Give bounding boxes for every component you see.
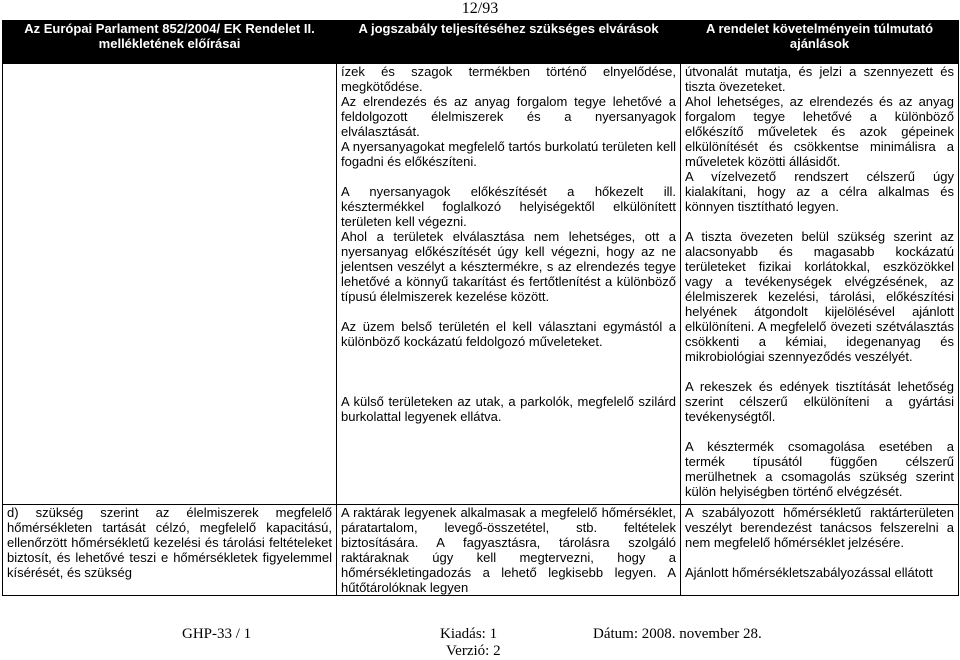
- paragraph: A nyersanyagok előkészítését a hőkezelt ill. késztermékkel foglalkozó helyiségektől elkülönített területen kell végezni.: [341, 184, 676, 229]
- paragraph: Az elrendezés és az anyag forgalom tegye lehetővé a feldolgozott élelmiszerek és a nyersanyagok elválasztását.: [341, 94, 676, 139]
- paragraph: Ahol lehetséges, az elrendezés és az anyag forgalom tegye lehetővé a különböző előkészítő műveletek és azok gépeinek elkülönítését és csökkentse minimálisra a műveletek közötti állásidőt.: [685, 94, 954, 169]
- paragraph: A külső területeken az utak, a parkolók, megfelelő szilárd burkolattal legyenek ellátva.: [341, 394, 676, 424]
- paragraph: A vízelvezető rendszert célszerű úgy kialakítani, hogy az a célra alkalmas és könnyen tisztítható legyen.: [685, 169, 954, 214]
- regulation-cell: [3, 505, 337, 596]
- regulation-cell: [3, 64, 337, 505]
- paragraph: Az üzem belső területén el kell választani egymástól a különböző kockázatú feldolgozó műveleteket.: [341, 319, 676, 349]
- paragraph: A nyersanyagokat megfelelő tartós burkolatú területen kell fogadni és előkészíteni.: [341, 139, 676, 169]
- recommendations-cell: [681, 505, 959, 596]
- table-row: [3, 505, 959, 596]
- footer-date: Dátum: 2008. november 28.: [593, 626, 762, 642]
- recommendation-text: Ajánlott hőmérsékletszabályozással ellátott: [685, 565, 933, 580]
- footer-edition: Kiadás: 1: [440, 626, 498, 642]
- paragraph: A rekeszek és edények tisztítását lehetőség szerint célszerű elkülöníteni a gyártási tevékenységtől.: [685, 379, 954, 424]
- header-regulation: Az Európai Parlament 852/2004/ EK Rendelet II. mellékletének előírásai: [3, 21, 337, 64]
- paragraph: A tiszta övezeten belül szükség szerint az alacsonyabb és magasabb kockázatú területeket fizikai korlátokkal, eszközökkel vagy a tevékenységek elvégzésének, az élelmiszerek kezelési, tárolási, előkészítési helyének átgondolt kijelölésével ajánlott elkülöníteni. A megfelelő övezeti szétválasztás csökkenti a kémiai, idegenanyag és mikrobiológiai szennyeződés veszélyét.: [685, 229, 954, 364]
- header-row: [3, 21, 959, 64]
- requirements-table: [2, 20, 959, 596]
- recommendation-text: A szabályozott hőmérsékletű raktárterületen veszélyt berendezést tanácsos felszerelni a nem megfelelő hőmérséklet jelzésére.: [685, 505, 954, 550]
- paragraph: útvonalát mutatja, és jelzi a szennyezett és tiszta övezeteket.: [685, 64, 954, 94]
- recommendations-cell: [681, 64, 959, 505]
- page-number: 12/93: [461, 0, 499, 17]
- paragraph: ízek és szagok termékben történő elnyelődése, megkötődése.: [341, 64, 676, 94]
- footer-document-code: GHP-33 / 1: [182, 626, 252, 642]
- header-requirements: A jogszabály teljesítéséhez szükséges elvárások: [337, 21, 681, 64]
- table-row: [3, 64, 959, 505]
- paragraph: Ahol a területek elválasztása nem lehetséges, ott a nyersanyag előkészítését úgy kell végezni, hogy az ne jelentsen veszélyt a késztermékre, s az elrendezés tegye lehetővé a könnyű takarítást és fertőtlenítést a különböző típusú élelmiszerek kezelése között.: [341, 229, 676, 304]
- regulation-text: d) szükség szerint az élelmiszerek megfelelő hőmérsékleten tartását célzó, megfelelő kapacitású, ellenőrzött hőmérsékletű kezelési és tárolási feltételeket biztosít, és lehetővé teszi e hőmérsékletek figyelemmel kísérését, és szükség: [7, 505, 332, 580]
- requirements-text: A raktárak legyenek alkalmasak a megfelelő hőmérséklet, páratartalom, levegő-összetétel, stb. feltételek biztosítására. A fagyasztásra, tárolásra szolgáló raktáraknak úgy kell megtervezni, hogy a hőmérsékletingadozás a lehető legkisebb legyen. A hűtőtárolóknak legyen: [341, 505, 676, 595]
- paragraph: A késztermék csomagolása esetében a termék típusától függően célszerű merülhetnek a csomagolás szükség szerint külön helyiségben történő elvégzését.: [685, 439, 954, 499]
- footer-version: Verzió: 2: [446, 643, 501, 659]
- header-recommendations: A rendelet követelményein túlmutató ajánlások: [681, 21, 959, 64]
- requirements-cell: [337, 64, 681, 505]
- requirements-cell: [337, 505, 681, 596]
